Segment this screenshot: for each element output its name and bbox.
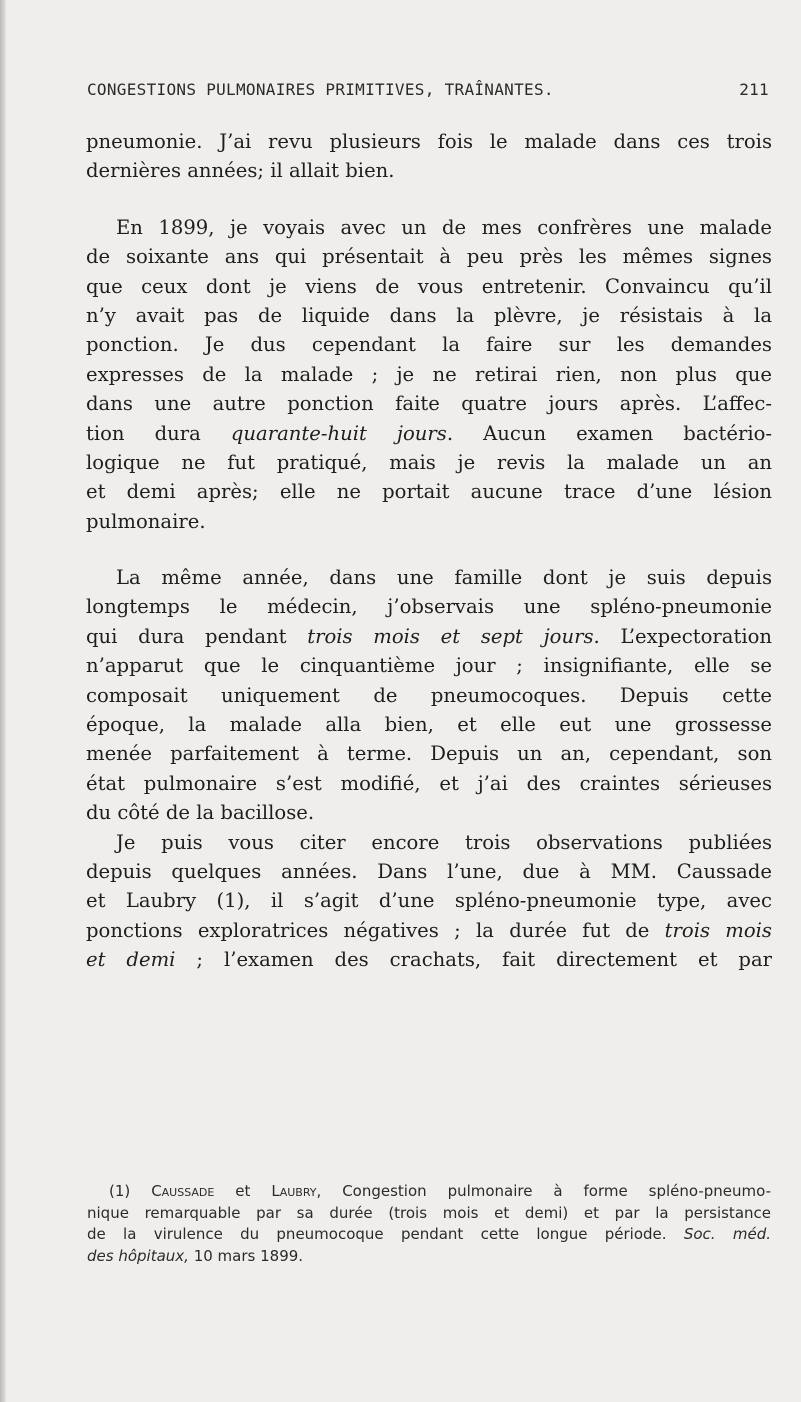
text-line bbox=[86, 419, 772, 448]
text-line: dans une autre ponction faite quatre jours après. L’affec- bbox=[86, 392, 772, 416]
text-span: ; l’examen des crachats, fait directement et par bbox=[175, 948, 772, 972]
body-text bbox=[86, 127, 772, 975]
text-line: pulmonaire. bbox=[86, 509, 206, 533]
text-line: du côté de la bacillose. bbox=[86, 801, 315, 825]
text-span: qui dura pendant bbox=[86, 624, 287, 648]
text-line: expresses de la malade ; je ne retirai rien, non plus que bbox=[86, 362, 772, 386]
text-line: menée parfaitement à terme. Depuis un an, cependant, son bbox=[86, 742, 772, 766]
italic-span: Soc. méd. bbox=[683, 1225, 771, 1243]
text-line: Je puis vous citer encore trois observations publiées bbox=[116, 830, 772, 854]
italic-span: des hôpitaux, bbox=[87, 1246, 189, 1265]
text-span: . Aucun examen bactério- bbox=[446, 421, 772, 445]
page-number: 211 bbox=[739, 80, 769, 99]
text-line bbox=[86, 622, 772, 651]
text-line: époque, la malade alla bien, et elle eut une grossesse bbox=[86, 713, 772, 737]
binding-edge bbox=[0, 0, 6, 1402]
text-line: logique ne fut pratiqué, mais je revis la malade un an bbox=[86, 450, 772, 474]
italic-span: trois mois bbox=[664, 918, 772, 942]
text-span: de la virulence du pneumocoque pendant cette longue période. bbox=[87, 1225, 667, 1243]
text-line: La même année, dans une famille dont je suis depuis bbox=[116, 566, 772, 590]
text-line: ponction. Je dus cependant la faire sur les demandes bbox=[86, 333, 772, 357]
text-line: dernières années; il allait bien. bbox=[86, 159, 395, 183]
text-line: En 1899, je voyais avec un de mes confrères une malade bbox=[116, 215, 772, 239]
footnote bbox=[87, 1181, 771, 1267]
text-line: de soixante ans qui présentait à peu près les mêmes signes bbox=[86, 245, 772, 269]
text-span: , Congestion pulmonaire à forme spléno-pneumo- bbox=[316, 1182, 771, 1200]
text-line: et Laubry (1), il s’agit d’une spléno-pneumonie type, avec bbox=[86, 889, 772, 913]
text-line bbox=[86, 916, 772, 945]
running-title: CONGESTIONS PULMONAIRES PRIMITIVES, TRAÎNANTES. bbox=[87, 80, 554, 99]
text-span: tion dura bbox=[86, 421, 201, 445]
footnote-line: nique remarquable par sa durée (trois mois et demi) et par la persistance bbox=[87, 1203, 771, 1222]
text-line: composait uniquement de pneumocoques. Depuis cette bbox=[86, 683, 772, 707]
text-line: que ceux dont je viens de vous entretenir. Convaincu qu’il bbox=[86, 274, 772, 298]
text-span: et bbox=[235, 1182, 251, 1200]
footnote-author: Laubry bbox=[271, 1182, 317, 1200]
text-line: n’apparut que le cinquantième jour ; insignifiante, elle se bbox=[86, 654, 772, 678]
footnote-line bbox=[87, 1181, 771, 1203]
text-line: n’y avait pas de liquide dans la plèvre, je résistais à la bbox=[86, 303, 772, 327]
footnote-line bbox=[87, 1224, 771, 1246]
text-line: état pulmonaire s’est modifié, et j’ai des craintes sérieuses bbox=[86, 771, 772, 795]
running-header bbox=[87, 80, 769, 99]
text-line: pneumonie. J’ai revu plusieurs fois le malade dans ces trois bbox=[86, 130, 772, 153]
italic-span: quarante-huit jours bbox=[230, 421, 447, 445]
italic-span: et demi bbox=[86, 948, 176, 972]
text-span: 10 mars 1899. bbox=[188, 1246, 304, 1265]
text-line: longtemps le médecin, j’observais une spléno-pneumonie bbox=[86, 595, 772, 619]
footnote-author: Caussade bbox=[151, 1182, 215, 1200]
text-span: ponctions exploratrices négatives ; la durée fut de bbox=[86, 918, 650, 942]
italic-span: trois mois et sept jours bbox=[307, 624, 594, 648]
text-span: . L’expectoration bbox=[593, 624, 773, 648]
footnote-line bbox=[87, 1246, 771, 1268]
text-line: depuis quelques années. Dans l’une, due à MM. Caussade bbox=[86, 859, 772, 883]
text-line bbox=[86, 945, 772, 974]
footnote-marker: (1) bbox=[109, 1182, 131, 1200]
text-line: et demi après; elle ne portait aucune trace d’une lésion bbox=[86, 480, 772, 504]
